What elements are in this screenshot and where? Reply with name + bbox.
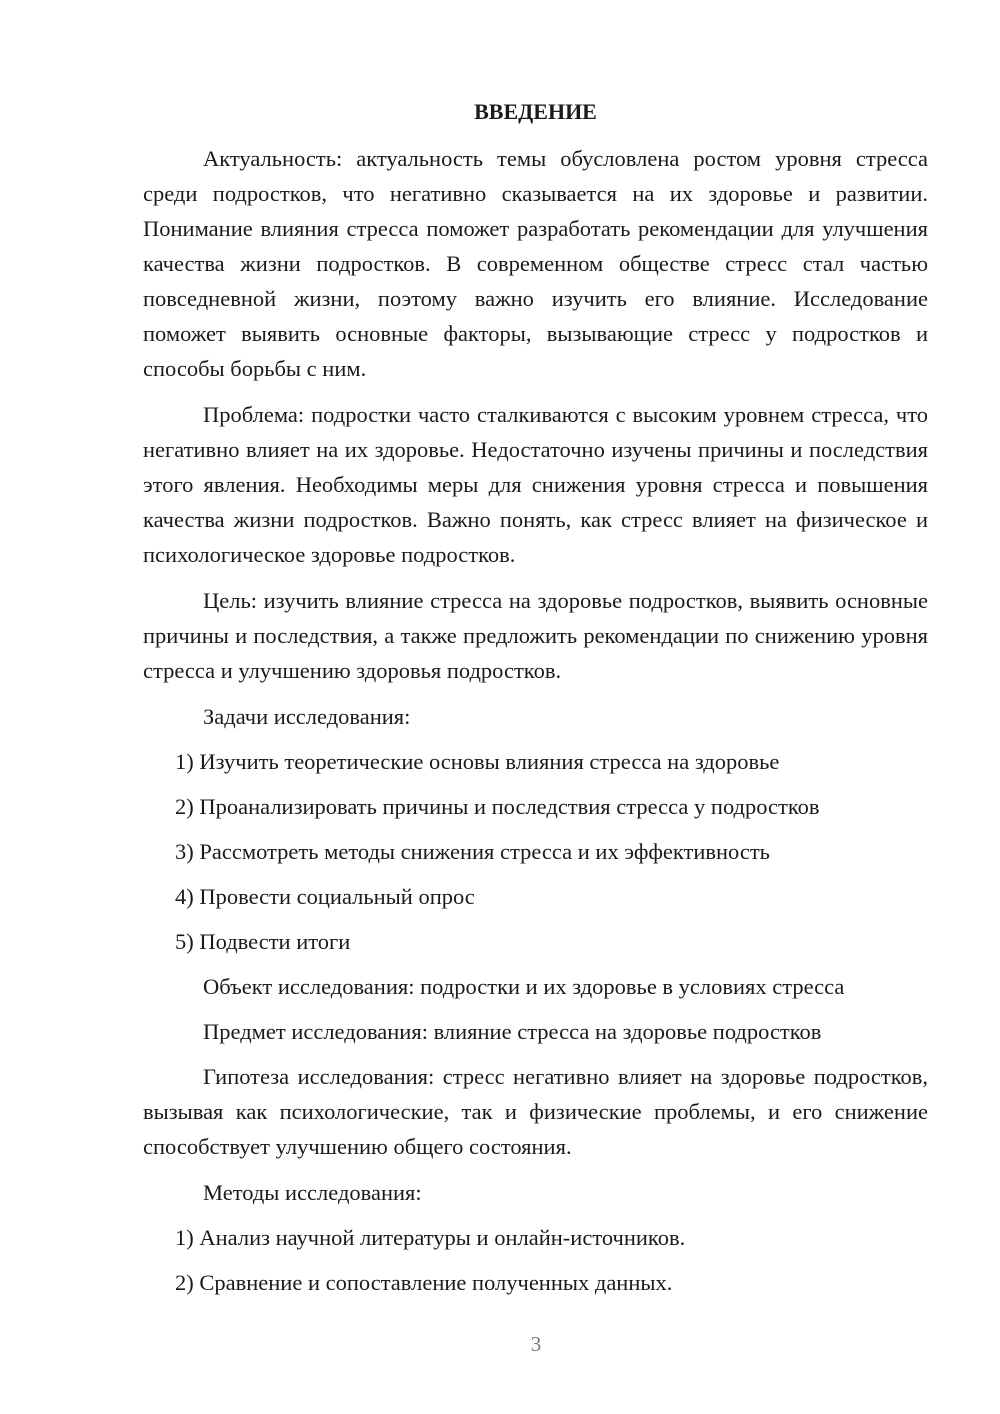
task-item: 4) Провести социальный опрос	[175, 884, 475, 909]
goal-paragraph: Цель: изучить влияние стресса на здоровье подростков, выявить основные причины и последствия, а также предложить рекомендации по снижению уровня стресса и улучшению здоровья подростков.	[143, 588, 928, 683]
page-number: 3	[530, 1332, 542, 1356]
method-item: 2) Сравнение и сопоставление полученных данных.	[175, 1270, 673, 1295]
hypothesis-paragraph: Гипотеза исследования: стресс негативно влияет на здоровье подростков, вызывая как психологические, так и физические проблемы, и его снижение способствует улучшению общего состояния.	[143, 1064, 928, 1159]
task-item: 2) Проанализировать причины и последствия стресса у подростков	[175, 794, 820, 819]
task-item: 1) Изучить теоретические основы влияния стресса на здоровье	[175, 749, 780, 774]
research-object: Объект исследования: подростки и их здоровье в условиях стресса	[203, 974, 845, 999]
tasks-heading: Задачи исследования:	[203, 704, 411, 729]
task-item: 5) Подвести итоги	[175, 929, 351, 954]
relevance-paragraph: Актуальность: актуальность темы обусловлена ростом уровня стресса среди подростков, что негативно сказывается на их здоровье и развитии. Понимание влияния стресса поможет разработать рекомендации для улучшения качества жизни подростков. В современном обществе стресс стал частью повседневной жизни, поэтому важно изучить его влияние. Исследование поможет выявить основные факторы, вызывающие стресс у подростков и способы борьбы с ним.	[143, 146, 928, 381]
problem-paragraph: Проблема: подростки часто сталкиваются с высоким уровнем стресса, что негативно влияет на их здоровье. Недостаточно изучены причины и последствия этого явления. Необходимы меры для снижения уровня стресса и повышения качества жизни подростков. Важно понять, как стресс влияет на физическое и психологическое здоровье подростков.	[143, 402, 928, 567]
page-content	[143, 94, 928, 1310]
research-subject: Предмет исследования: влияние стресса на здоровье подростков	[203, 1019, 822, 1044]
section-title: ВВЕДЕНИЕ	[474, 99, 597, 124]
methods-heading: Методы исследования:	[203, 1180, 422, 1205]
task-item: 3) Рассмотреть методы снижения стресса и их эффективность	[175, 839, 770, 864]
method-item: 1) Анализ научной литературы и онлайн-источников.	[175, 1225, 686, 1250]
